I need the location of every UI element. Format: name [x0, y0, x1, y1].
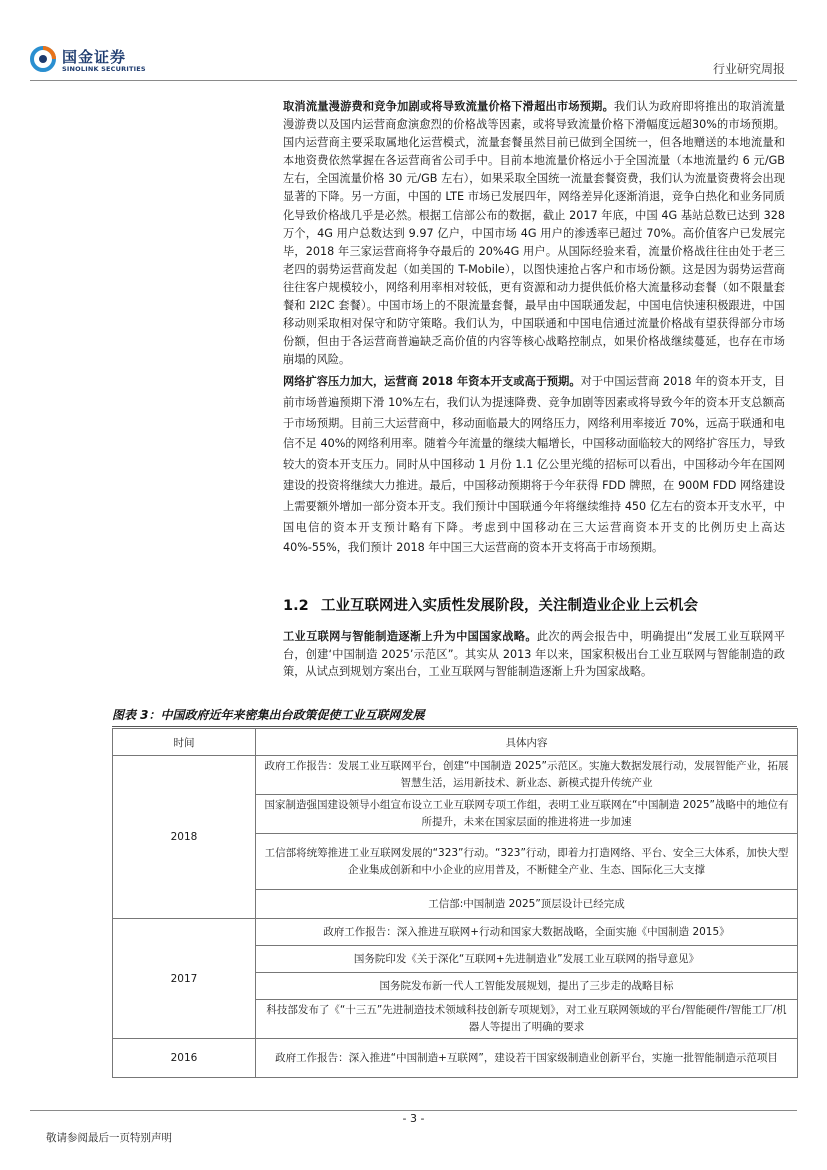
footer-divider	[30, 1110, 797, 1111]
paragraph-body: 我们认为政府即将推出的取消流量漫游费以及国内运营商愈演愈烈的价格战等因素，或将导致流量价格下滑幅度远超30%的市场预期。国内运营商主要采取属地化运营模式，流量套餐虽然目前已做到全国统一，但各地赠送的本地流量和本地资费依然掌握在各运营商省公司手中。目前本地流量价格远小于全国流量（本地流量约 6 元/GB 左右，全国流量价格 30 元/GB 左右），如果采取全国统一流量套餐资费，我们认为流量资费将会出现显著的下降。另一方面，中国的 LTE 市场已发展四年，网络差异化逐渐消退，竞争白热化和业务同质化导致价格战几乎是必然。根据工信部公布的数据，截止 2017 年底，中国 4G 基站总数已达到 328 万个，4G 用户总数达到 9.97 亿户，中国市场 4G 用户的渗透率已超过 70%。高价值客户已发展完毕，2018 年三家运营商将争夺最后的 20%4G 用户。从国际经验来看，流量价格战往往由处于老三老四的弱势运营商发起（如美国的 T-Mobile），以图快速抢占客户和市场份额。这是因为弱势运营商往往客户规模较小，网络利用率相对较低，更有资源和动力提供低价格大流量移动套餐（如不限量套餐和 2I2C 套餐）。中国市场上的不限流量套餐，最早由中国联通发起，中国电信快速积极跟进，中国移动则采取相对保守和防守策略。我们认为，中国联通和中国电信通过流量价格战有望获得部分市场份额，但由于各运营商普遍缺乏高价值的内容等核心战略控制点，如果价格战继续蔓延，也存在市场崩塌的风险。	[283, 100, 785, 367]
paragraph-industrial-internet	[283, 628, 785, 681]
page-number: - 3 -	[402, 1112, 425, 1125]
content-cell: 科技部发布了《“十三五”先进制造技术领域科技创新专项规划》，对工业互联网领域的平台/智能硬件/智能工厂/机器人等提出了明确的要求	[256, 1000, 798, 1039]
content-cell: 政府工作报告：深入推进互联网+行动和国家大数据战略，全面实施《中国制造 2015》	[256, 919, 798, 946]
table-row	[113, 919, 798, 946]
year-cell: 2016	[113, 1039, 256, 1078]
paragraph-lead: 网络扩容压力加大，运营商 2018 年资本开支或高于预期。	[283, 375, 581, 388]
table-header-row	[113, 729, 798, 756]
section-heading	[283, 594, 698, 615]
column-header-time: 时间	[113, 729, 256, 756]
paragraph-body: 此次的两会报告中，明确提出“发展工业互联网平台，创建‘中国制造 2025’示范区”。其实从 2013 年以来，国家积极出台工业互联网与智能制造的政策，从试点到规划方案出台，工业互联网与智能制造逐渐上升为国家战略。	[283, 630, 785, 678]
paragraph-body: 对于中国运营商 2018 年的资本开支，目前市场普遍预期下滑 10%左右，我们认为提速降费、竞争加剧等因素或将导致今年的资本开支总额高于市场预期。目前三大运营商中，移动面临最大的网络压力，网络利用率接近 70%，远高于联通和电信不足 40%的网络利用率。随着今年流量的继续大幅增长，中国移动面临较大的网络扩容压力，导致较大的资本开支压力。同时从中国移动 1 月份 1.1 亿公里光缆的招标可以看出，中国移动今年在国网建设的投资将继续大力推进。最后，中国移动预期将于今年获得 FDD 牌照，在 900M FDD 网络建设上需要额外增加一部分资本开支。我们预计中国联通今年将继续维持 450 亿左右的资本开支水平，中国电信的资本开支预计略有下降。考虑到中国移动在三大运营商资本开支的比例历史上高达 40%-55%，我们预计 2018 年中国三大运营商的资本开支将高于市场预期。	[283, 375, 785, 555]
logo-text-cn: 国金证券	[62, 48, 127, 66]
policy-table	[112, 728, 798, 1078]
figure-caption-text: 图表 3：中国政府近年来密集出台政策促使工业互联网发展	[112, 708, 425, 722]
section-title: 工业互联网进入实质性发展阶段，关注制造业企业上云机会	[321, 598, 698, 614]
content-cell: 国务院发布新一代人工智能发展规划，提出了三步走的战略目标	[256, 973, 798, 1000]
paragraph-traffic-price	[283, 98, 785, 369]
table-row	[113, 756, 798, 795]
paragraph-lead: 取消流量漫游费和竞争加剧或将导致流量价格下滑超出市场预期。	[283, 100, 614, 113]
report-type-label: 行业研究周报	[712, 62, 785, 76]
logo-text-en: SINOLINK SECURITIES	[62, 65, 146, 73]
company-logo	[30, 44, 160, 78]
content-cell: 工信部:中国制造 2025”顶层设计已经完成	[256, 890, 798, 919]
content-cell: 国家制造强国建设领导小组宣布设立工业互联网专项工作组，表明工业互联网在“中国制造 2025”战略中的地位有所提升，未来在国家层面的推进将进一步加速	[256, 795, 798, 834]
content-cell: 国务院印发《关于深化“互联网+先进制造业”发展工业互联网的指导意见》	[256, 946, 798, 973]
page-header	[0, 0, 827, 80]
year-cell: 2018	[113, 756, 256, 919]
figure-caption	[112, 704, 797, 727]
content-cell: 政府工作报告：深入推进“中国制造+互联网”，建设若干国家级制造业创新平台，实施一批智能制造示范项目	[256, 1039, 798, 1078]
content-cell: 政府工作报告：发展工业互联网平台，创建“中国制造 2025”示范区。实施大数据发展行动，发展智能产业，拓展智慧生活，运用新技术、新业态、新模式提升传统产业	[256, 756, 798, 795]
header-divider	[30, 80, 797, 81]
paragraph-lead: 工业互联网与智能制造逐渐上升为中国国家战略。	[283, 630, 537, 643]
column-header-content: 具体内容	[256, 729, 798, 756]
table-row	[113, 1039, 798, 1078]
section-number: 1.2	[283, 598, 309, 614]
paragraph-capex	[283, 372, 785, 559]
year-cell: 2017	[113, 919, 256, 1039]
footer-disclaimer: 敬请参阅最后一页特别声明	[46, 1132, 172, 1144]
content-cell: 工信部将统筹推进工业互联网发展的“323”行动。“323”行动，即着力打造网络、平台、安全三大体系，加快大型企业集成创新和中小企业的应用普及，不断健全产业、生态、国际化三大支撑	[256, 834, 798, 890]
company-logo-icon	[30, 46, 56, 72]
